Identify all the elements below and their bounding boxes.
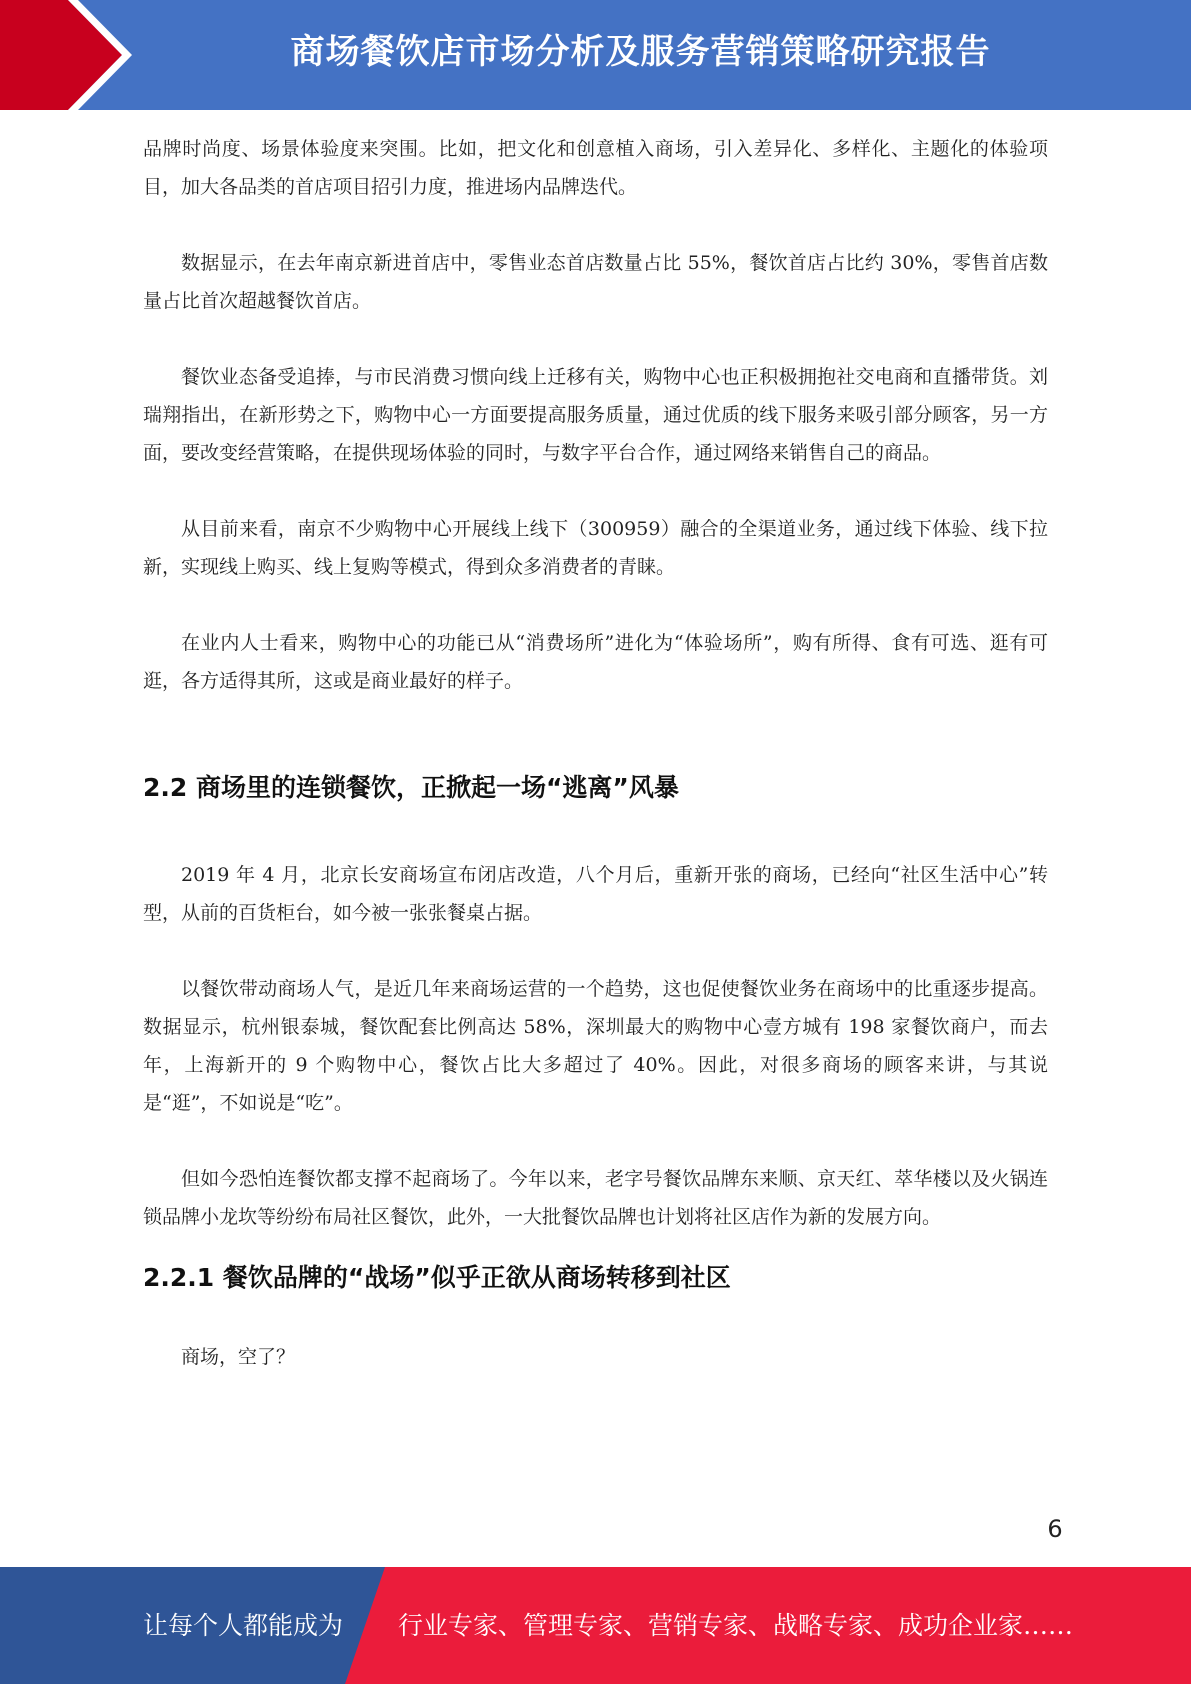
header-title: 商场餐饮店市场分析及服务营销策略研究报告 [290,32,991,72]
section-heading-2-2: 2.2 商场里的连锁餐饮，正掀起一场“逃离”风暴 [143,773,679,802]
paragraph: 在业内人士看来，购物中心的功能已从“消费场所”进化为“体验场所”，购有所得、食有可选、逛有可逛，各方适得其所，这或是商业最好的样子。 [143,632,1048,692]
paragraph: 数据显示，在去年南京新进首店中，零售业态首店数量占比 55%，餐饮首店占比约 30%，零售首店数量占比首次超越餐饮首店。 [143,252,1048,312]
footer-slogan-left: 让每个人都能成为 [143,1611,344,1640]
paragraph: 品牌时尚度、场景体验度来突围。比如，把文化和创意植入商场，引入差异化、多样化、主题化的体验项目，加大各品类的首店项目招引力度，推进场内品牌迭代。 [143,138,1048,198]
section-heading-2-2-1: 2.2.1 餐饮品牌的“战场”似乎正欲从商场转移到社区 [143,1263,731,1292]
header-banner [0,0,1191,110]
page-number: 6 [1047,1515,1063,1543]
paragraph: 商场，空了？ [181,1346,296,1368]
paragraph: 但如今恐怕连餐饮都支撑不起商场了。今年以来，老字号餐饮品牌东来顺、京天红、萃华楼以及火锅连锁品牌小龙坎等纷纷布局社区餐饮，此外，一大批餐饮品牌也计划将社区店作为新的发展方向。 [143,1168,1048,1228]
paragraph: 从目前来看，南京不少购物中心开展线上线下（300959）融合的全渠道业务，通过线下体验、线下拉新，实现线上购买、线上复购等模式，得到众多消费者的青睐。 [143,518,1048,578]
document-body [143,130,1048,1414]
paragraph: 2019 年 4 月，北京长安商场宣布闭店改造，八个月后，重新开张的商场，已经向“社区生活中心”转型，从前的百货柜台，如今被一张张餐桌占据。 [143,864,1048,924]
paragraph: 餐饮业态备受追捧，与市民消费习惯向线上迁移有关，购物中心也正积极拥抱社交电商和直播带货。刘瑞翔指出，在新形势之下，购物中心一方面要提高服务质量，通过优质的线下服务来吸引部分顾客，另一方面，要改变经营策略，在提供现场体验的同时，与数字平台合作，通过网络来销售自己的商品。 [143,366,1048,464]
paragraph: 以餐饮带动商场人气，是近几年来商场运营的一个趋势，这也促使餐饮业务在商场中的比重逐步提高。数据显示，杭州银泰城，餐饮配套比例高达 58%，深圳最大的购物中心壹方城有 198 家餐饮商户，而去年，上海新开的 9 个购物中心，餐饮占比大多超过了 40%。因此，对很多商场的顾客来讲，与其说是“逛”，不如说是“吃”。 [143,978,1048,1114]
footer-banner [0,1567,1191,1684]
footer-slogan-right: 行业专家、管理专家、营销专家、战略专家、成功企业家…… [398,1611,1074,1640]
header-chevron-decoration [0,0,150,110]
